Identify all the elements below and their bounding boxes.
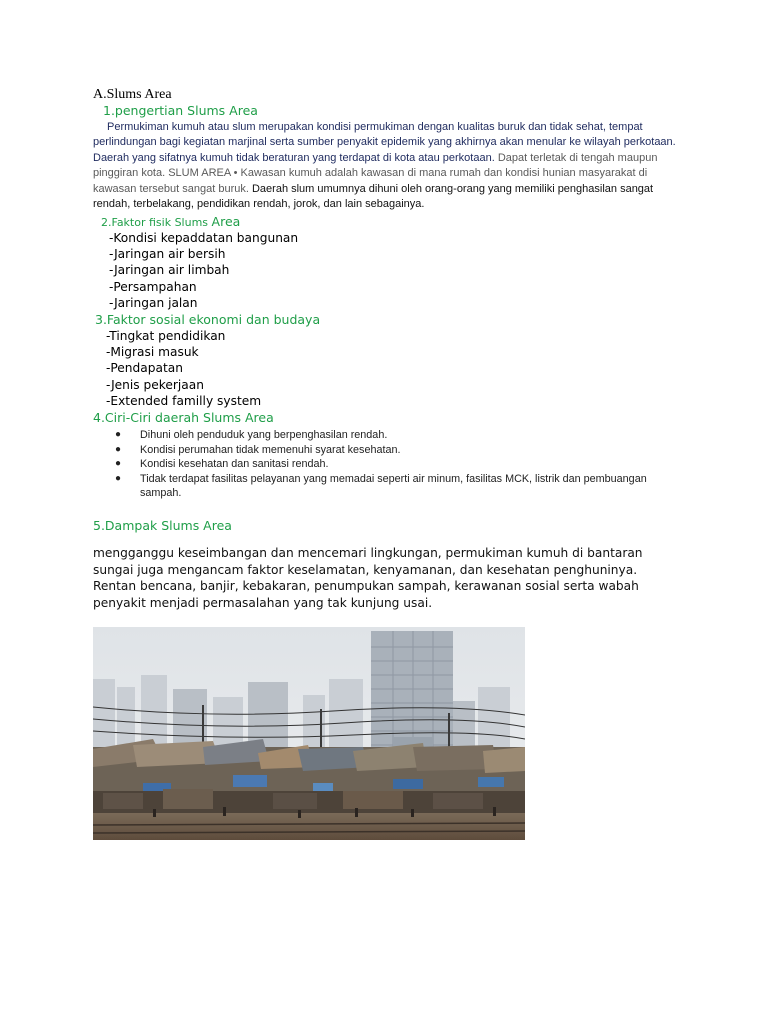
list-item: -Pendapatan bbox=[106, 361, 183, 376]
bullet-icon: ● bbox=[115, 472, 122, 484]
list-item: -Jenis pekerjaan bbox=[106, 377, 204, 392]
section2-heading-text: 2.Faktor fisik Slums bbox=[101, 216, 212, 229]
bullet-icon: ● bbox=[115, 458, 122, 470]
section3-heading: 3.Faktor sosial ekonomi dan budaya bbox=[95, 312, 321, 327]
bullet-text: Kondisi perumahan tidak memenuhi syarat kesehatan. bbox=[140, 443, 401, 456]
section5-heading: 5.Dampak Slums Area bbox=[93, 518, 232, 533]
list-item: -Jaringan jalan bbox=[109, 295, 198, 310]
document-title: A.Slums Area bbox=[93, 87, 172, 102]
bullet-text: Kondisi kesehatan dan sanitasi rendah. bbox=[140, 458, 329, 471]
section1-paragraph bbox=[93, 120, 683, 212]
list-item: -Extended familly system bbox=[106, 393, 262, 408]
characteristics-list bbox=[115, 428, 650, 501]
bullet-item bbox=[115, 457, 650, 472]
section4-heading: 4.Ciri-Ciri daerah Slums Area bbox=[93, 410, 274, 425]
bullet-item bbox=[115, 428, 650, 443]
section5-paragraph: mengganggu keseimbangan dan mencemari lingkungan, permukiman kumuh di bantaran sungai juga mengancam faktor keselamatan, kenyamanan, dan kesehatan penghuninya. Rentan bencana, banjir, kebakaran, penumpukan sampah, kerawanan sosial serta wabah penyakit menjadi permasalahan yang tak kunjung usai. bbox=[93, 546, 643, 610]
socioeconomic-factors-list bbox=[106, 328, 261, 409]
list-item: -Kondisi kepaddatan bangunan bbox=[109, 231, 299, 245]
slum-area-photo bbox=[93, 627, 525, 840]
list-item: -Jaringan air bersih bbox=[109, 247, 226, 262]
physical-factors-list bbox=[109, 230, 298, 311]
bullet-icon: ● bbox=[115, 443, 122, 455]
list-item: -Jaringan air limbah bbox=[109, 263, 230, 278]
list-item: -Migrasi masuk bbox=[106, 345, 199, 360]
section2-heading-area: Area bbox=[211, 214, 241, 229]
section2-heading bbox=[101, 214, 240, 229]
bullet-icon: ● bbox=[115, 429, 122, 440]
paragraph-segment-grey: Dapat terletak di tengah maupun pinggiran kota. SLUM AREA • Kawasan kumuh adalah kawasan di mana rumah dan kondisi hunian masyarakat di kawasan tersebut sangat buruk. bbox=[93, 151, 658, 195]
list-item: -Tingkat pendidikan bbox=[106, 329, 226, 343]
bullet-item bbox=[115, 472, 650, 501]
bullet-item bbox=[115, 443, 650, 458]
section1-heading: 1.pengertian Slums Area bbox=[103, 103, 258, 118]
bullet-text: Tidak terdapat fasilitas pelayanan yang memadai seperti air minum, fasilitas MCK, listrik dan pembuangan sampah. bbox=[140, 472, 647, 500]
paragraph-segment-black: Daerah slum umumnya dihuni oleh orang-orang yang memiliki penghasilan sangat rendah, terbelakang, pendidikan rendah, jorok, dan lain sebagainya. bbox=[93, 182, 654, 211]
bullet-text: Dihuni oleh penduduk yang berpenghasilan rendah. bbox=[140, 429, 388, 441]
list-item: -Persampahan bbox=[109, 279, 197, 294]
paragraph-segment-navy: Permukiman kumuh atau slum merupakan kondisi permukiman dengan kualitas buruk dan tidak sehat, tempat perlindungan bagi kegiatan marjinal serta sumber penyakit epidemik yang akhirnya akan menular ke wilayah perkotaan. Daerah yang sifatnya kumuh tidak beraturan yang terdapat di kota atau perkotaan. bbox=[93, 121, 676, 164]
